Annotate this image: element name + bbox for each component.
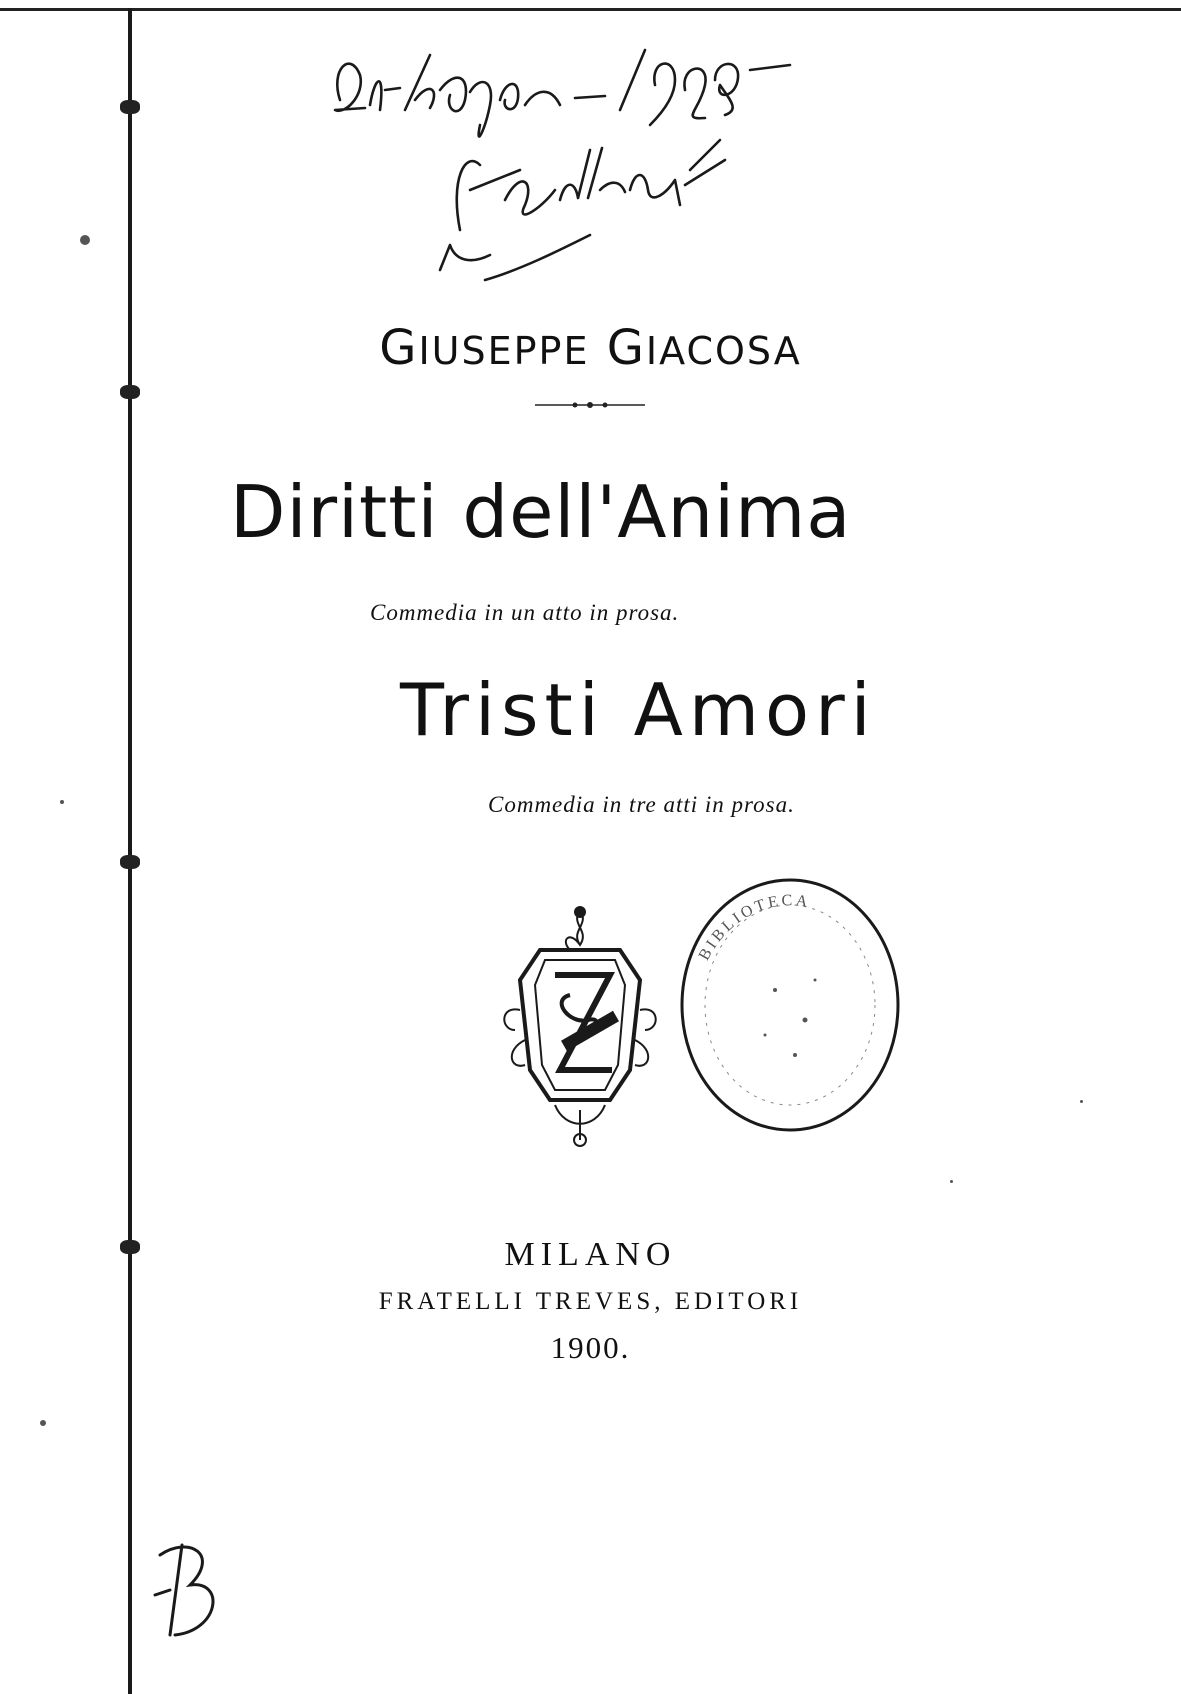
imprint-year: 1900.	[550, 1330, 631, 1365]
top-border-line	[0, 8, 1181, 11]
paper-speck	[1080, 1100, 1083, 1103]
work-subtitle-tristi-amori: Commedia in tre atti in prosa.	[488, 792, 795, 817]
imprint-publisher: FRATELLI TREVES, EDITORI	[378, 1288, 803, 1315]
paper-speck	[80, 235, 90, 245]
work-title-diritti: Diritti dell'Anima	[230, 470, 852, 554]
ornamental-rule	[535, 400, 645, 410]
imprint-city: MILANO	[504, 1236, 677, 1273]
binding-stitch	[120, 855, 140, 869]
svg-text:BIBLIOTECA	[696, 892, 812, 963]
handwritten-inscription	[320, 30, 820, 300]
paper-speck	[40, 1420, 46, 1426]
work-title-tristi-amori: Tristi Amori	[400, 668, 877, 752]
publisher-emblem	[500, 900, 660, 1150]
paper-speck	[950, 1180, 953, 1183]
work-subtitle-diritti: Commedia in un atto in prosa.	[370, 600, 680, 625]
library-stamp	[675, 870, 905, 1140]
author-name: GIUSEPPE GIACOSA	[379, 320, 802, 376]
binding-spine	[128, 8, 132, 1694]
binding-stitch	[120, 385, 140, 399]
binding-stitch	[120, 100, 140, 114]
stamp-legend: BIBLIOTECA	[695, 892, 812, 964]
handwritten-shelf-mark	[150, 1535, 230, 1645]
paper-speck	[60, 800, 64, 804]
